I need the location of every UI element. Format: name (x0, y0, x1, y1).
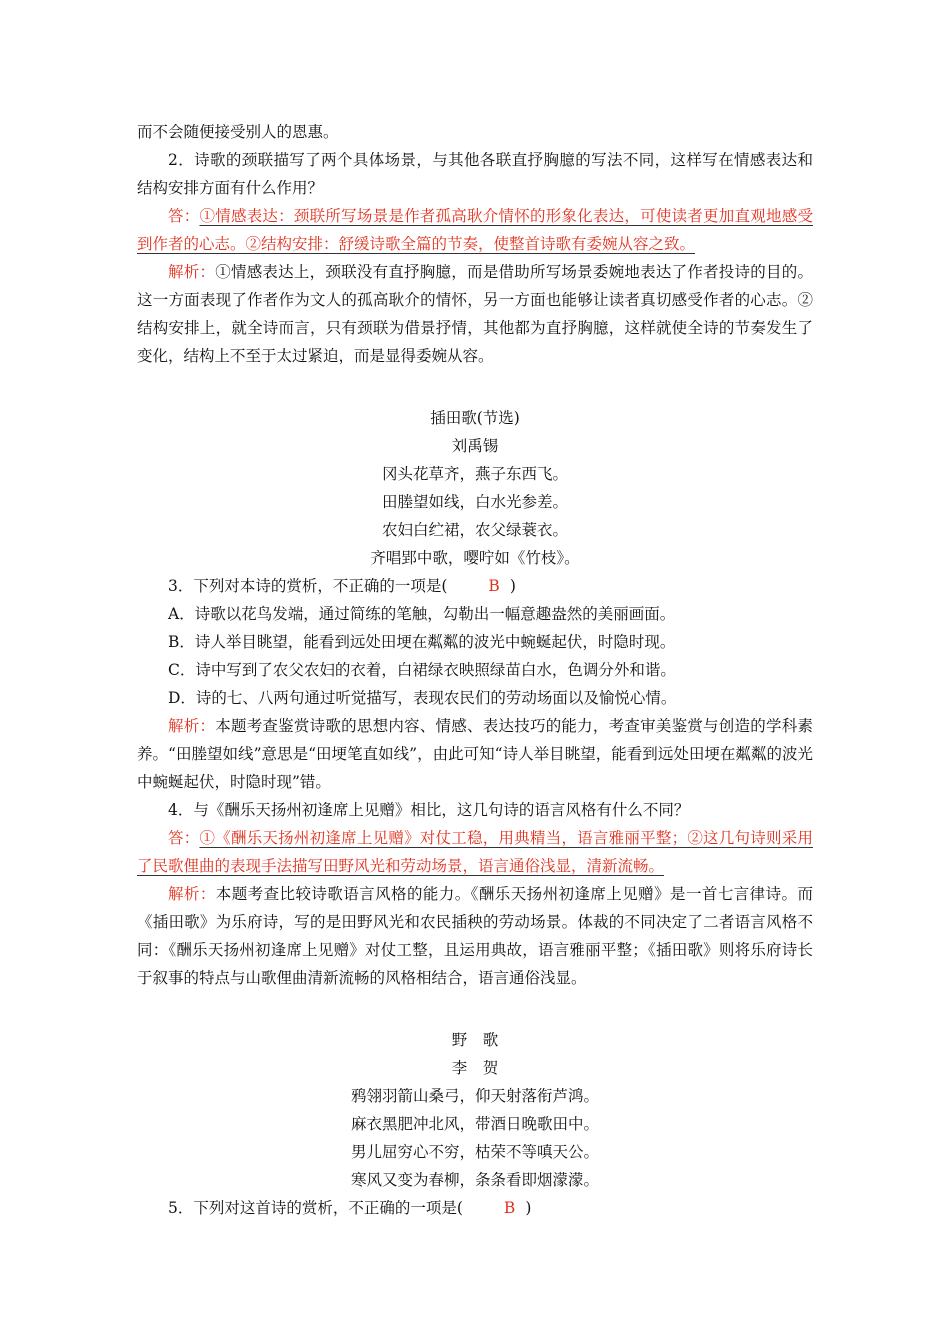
paragraph-continuation: 而不会随便接受别人的恩惠。 (137, 123, 339, 141)
poem-line: 寒风又变为春柳，条条看即烟濛濛。 (350, 1171, 599, 1189)
document-content (137, 118, 813, 1222)
poem-line: 农妇白纻裙，农父绿蓑衣。 (381, 521, 568, 539)
poem-line: 齐唱郢中歌，嘤咛如《竹枝》。 (370, 549, 580, 567)
question-2: 2．诗歌的颈联描写了两个具体场景，与其他各联直抒胸臆的写法不同，这样写在情感表达和结构安排方面有什么作用？ (137, 151, 813, 197)
poem-line: 田塍望如线，白水光参差。 (381, 493, 568, 511)
explanation-text: 本题考查比较诗歌语言风格的能力。《酬乐天扬州初逢席上见赠》是一首七言律诗。而《插田歌》为乐府诗，写的是田野风光和农民插秧的劳动场景。体裁的不同决定了二者语言风格不同：《酬乐天扬州初逢席上见赠》对仗工整，且运用典故，语言雅丽平整；《插田歌》则将乐府诗长于叙事的特点与山歌俚曲清新流畅的风格相结合，语言通俗浅显。 (137, 885, 813, 987)
poem-line: 鸦翎羽箭山桑弓，仰天射落衔芦鸿。 (350, 1087, 599, 1105)
explanation-label: 解析： (168, 263, 216, 281)
question-stem: 5．下列对这首诗的赏析，不正确的一项是( (168, 1199, 463, 1217)
option-d: D．诗的七、八两句通过听觉描写，表现农民们的劳动场面以及愉悦心情。 (168, 689, 677, 707)
answer-4 (137, 824, 813, 880)
explanation-text: ①情感表达上，颈联没有直抒胸臆，而是借助所写场景委婉地表达了作者投诗的目的。这一方面表现了作者作为文人的孤高耿介的情怀，另一方面也能够让读者真切感受作者的心志。②结构安排上，就全诗而言，只有颈联为借景抒情，其他都为直抒胸臆，这样就使全诗的节奏发生了变化，结构上不至于太过紧迫，而是显得委婉从容。 (137, 263, 813, 365)
answer-choice: B (488, 577, 500, 595)
explanation-label: 解析： (168, 885, 216, 903)
explanation-2 (137, 258, 813, 370)
explanation-text: 本题考查鉴赏诗歌的思想内容、情感、表达技巧的能力，考查审美鉴赏与创造的学科素养。“田塍望如线”意思是“田埂笔直如线”，由此可知“诗人举目眺望，能看到远处田埂在粼粼的波光中蜿蜒起伏，时隐时现”错。 (137, 717, 813, 791)
question-4: 4．与《酬乐天扬州初逢席上见赠》相比，这几句诗的语言风格有什么不同？ (168, 801, 690, 819)
poem-author: 李 贺 (451, 1059, 499, 1077)
question-5 (137, 1194, 813, 1222)
spacer (137, 992, 813, 1026)
explanation-4 (137, 880, 813, 992)
explanation-3 (137, 712, 813, 796)
option-a: A．诗歌以花鸟发端，通过简练的笔触，勾勒出一幅意趣盎然的美丽画面。 (168, 605, 676, 623)
poem-line: 麻衣黑肥冲北风，带酒日晚歌田中。 (350, 1115, 599, 1133)
poem-line: 男儿屈穷心不穷，枯荣不等嗔天公。 (350, 1143, 599, 1161)
answer-text: ①情感表达：颈联所写场景是作者孤高耿介情怀的形象化表达，可使读者更加直观地感受到作者的心志。②结构安排：舒缓诗歌全篇的节奏，使整首诗歌有委婉从容之致。 (137, 207, 813, 253)
option-b: B．诗人举目眺望，能看到远处田埂在粼粼的波光中蜿蜒起伏，时隐时现。 (168, 633, 676, 651)
question-close: ) (509, 577, 516, 595)
question-3 (137, 572, 813, 600)
answer-label: 答： (168, 207, 200, 225)
explanation-label: 解析： (168, 717, 216, 735)
question-stem: 3．下列对本诗的赏析，不正确的一项是( (168, 577, 448, 595)
question-close: ) (525, 1199, 532, 1217)
answer-2 (137, 202, 813, 258)
poem-title: 野 歌 (451, 1031, 499, 1049)
poem-line: 冈头花草齐，燕子东西飞。 (381, 465, 568, 483)
poem-author: 刘禹锡 (451, 437, 499, 455)
answer-choice: B (503, 1199, 516, 1217)
answer-label: 答： (168, 829, 200, 847)
answer-text: ①《酬乐天扬州初逢席上见赠》对仗工稳，用典精当，语言雅丽平整；②这几句诗则采用了民歌俚曲的表现手法描写田野风光和劳动场景，语言通俗浅显，清新流畅。 (137, 829, 813, 875)
spacer (137, 370, 813, 404)
option-c: C．诗中写到了农父农妇的衣着，白裙绿衣映照绿苗白水，色调分外和谐。 (168, 661, 676, 679)
poem-title: 插田歌(节选) (430, 409, 520, 427)
